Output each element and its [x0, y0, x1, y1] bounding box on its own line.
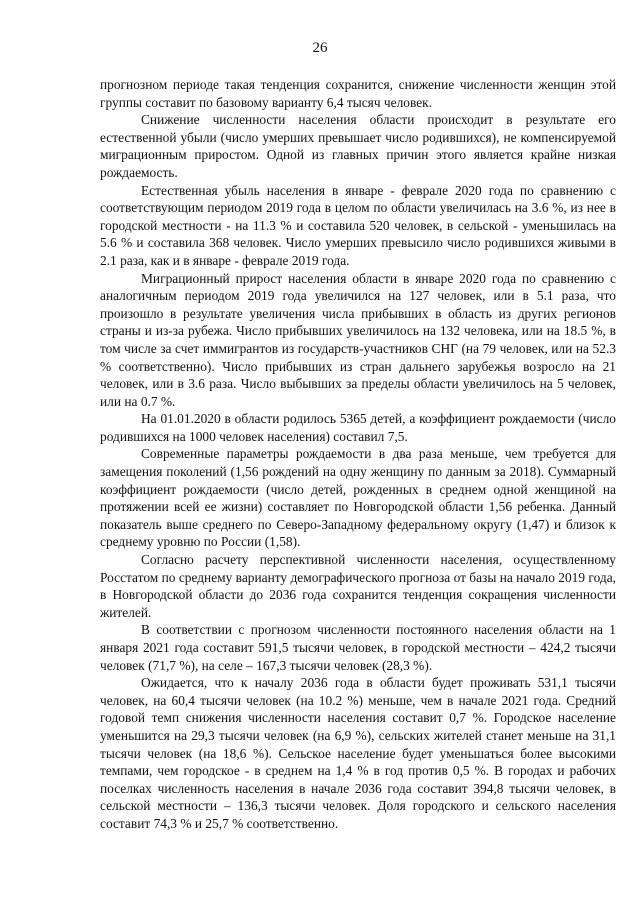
paragraph-forecast-2036: Ожидается, что к началу 2036 года в области будет проживать 531,1 тысячи человек, на 60,4 тысячи человек (на 10.2 %) меньше, чем в начале 2021 года. Средний годовой темп снижения численности населения составит 0,7 %. Городское население уменьшится на 29,3 тысячи человек (на 6,9 %), сельских жителей станет меньше на 31,1 тысячи человек (на 18,6 %). Сельское население будет уменьшаться более высокими темпами, чем городское - в среднем на 1,4 % в год против 0,5 %. В городах и рабочих поселках численность населения в начале 2036 года составит 394,8 тысячи человек, в сельской местности – 136,3 тысячи человек. Доля городского и сельского населения составит 74,3 % и 25,7 % соответственно. — [100, 675, 616, 831]
page-number: 26 — [312, 40, 328, 56]
document-body — [100, 76, 616, 833]
paragraph-births: На 01.01.2020 в области родилось 5365 детей, а коэффициент рождаемости (число родившихся на 1000 человек населения) составил 7,5. — [100, 411, 616, 444]
paragraph-migration-growth: Миграционный прирост населения области в январе 2020 года по сравнению с аналогичным периодом 2019 года увеличился на 127 человек, или в 5.1 раза, что произошло в результате увеличения числа прибывших в область из других регионов страны и из-за рубежа. Число прибывших увеличилось на 132 человека, или на 18.5 %, в том числе за счет иммигрантов из государств-участников СНГ (на 79 человек, или на 52.3 % соответственно). Число прибывших из стран дальнего зарубежья возросло на 21 человек, или в 3.6 раза. Число выбывших за пределы области увеличилось на 5 человек, или на 0.7 %. — [100, 270, 616, 409]
paragraph-continuation: прогнозном периоде такая тенденция сохранится, снижение численности женщин этой группы составит по базовому варианту 6,4 тысяч человек. — [100, 77, 616, 110]
paragraph-fertility-parameters: Современные параметры рождаемости в два раза меньше, чем требуется для замещения поколений (1,56 рождений на одну женщину по данным за 2018). Суммарный коэффициент рождаемости (число детей, рожденных в среднем одной женщиной на протяжении всей ее жизни) составляет по Новгородской области 1,56 ребенка. Данный показатель выше среднего по Северо-Западному федеральному округу (1,47) и близок к среднему уровню по России (1,58). — [100, 446, 616, 550]
paragraph-rosstat-forecast: Согласно расчету перспективной численности населения, осуществленному Росстатом по среднему варианту демографического прогноза от базы на начало 2019 года, в Новгородской области до 2036 года сохранится тенденция сокращения численности жителей. — [100, 552, 616, 620]
paragraph-forecast-2021: В соответствии с прогнозом численности постоянного населения области на 1 января 2021 года составит 591,5 тысячи человек, в городской местности – 424,2 тысячи человек (71,7 %), на селе – 167,3 тысячи человек (28,3 %). — [100, 622, 616, 673]
paragraph-natural-decrease: Естественная убыль населения в январе - феврале 2020 года по сравнению с соответствующим периодом 2019 года в целом по области увеличилась на 3.6 %, из нее в городской местности - на 11.3 % и составила 520 человек, в сельской - уменьшилась на 5.6 % и составила 368 человек. Число умерших превысило число родившихся живыми в 2.1 раза, как и в январе - феврале 2019 года. — [100, 182, 616, 268]
paragraph-population-decline: Снижение численности населения области происходит в результате его естественной убыли (число умерших превышает число родившихся), не компенсируемой миграционным приростом. Одной из главных причин этого является крайне низкая рождаемость. — [100, 112, 616, 180]
